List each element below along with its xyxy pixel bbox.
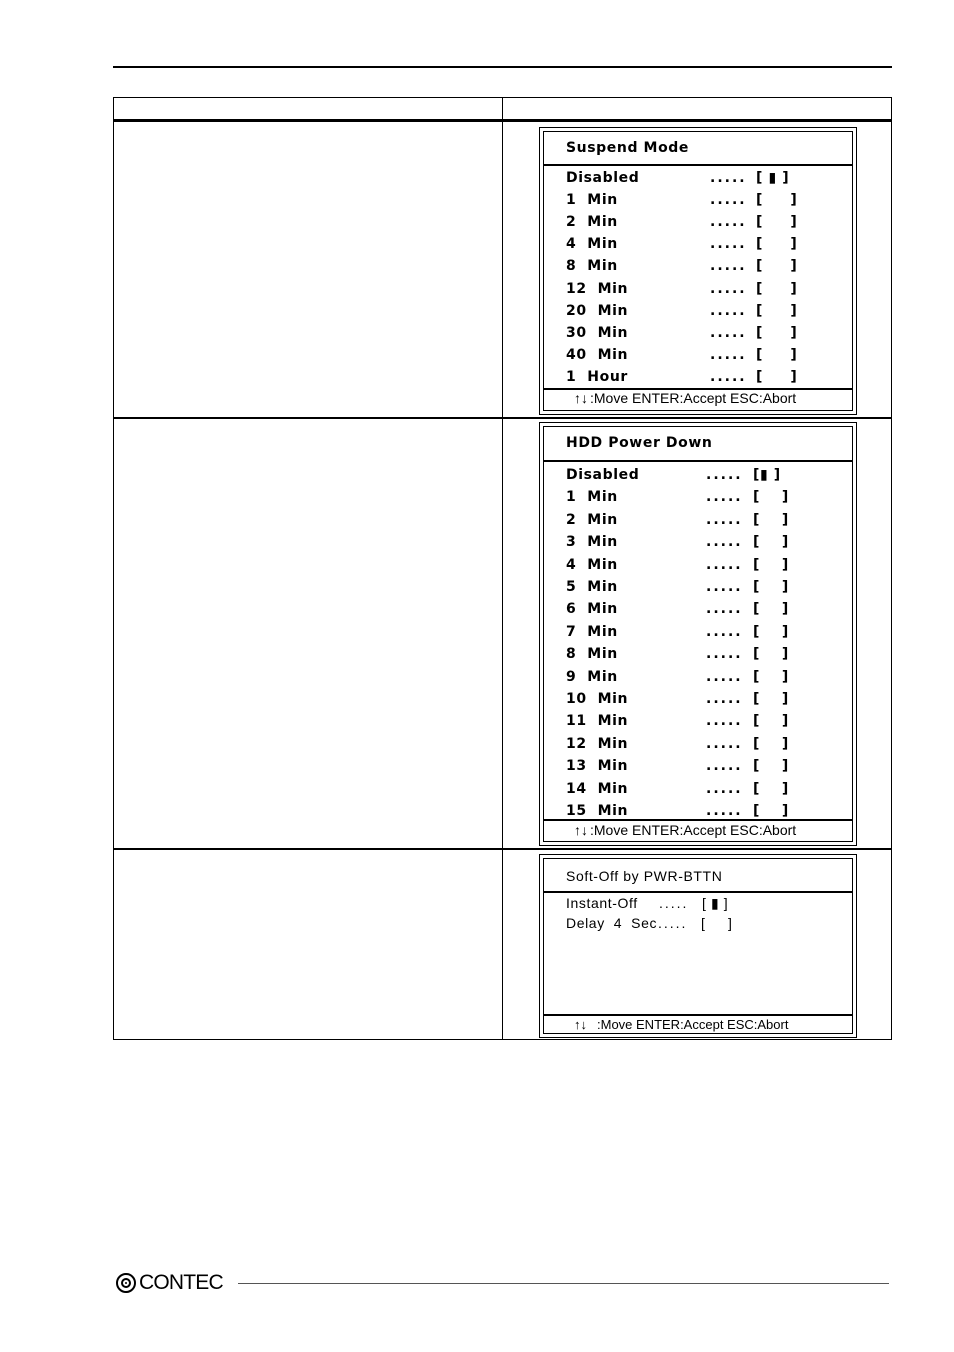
dialog-footer xyxy=(574,1017,788,1032)
option-checkbox[interactable]: [ ] xyxy=(756,280,798,297)
option-leader-dots: ..... xyxy=(706,691,743,707)
option-checkbox[interactable]: [ ] xyxy=(701,915,733,931)
option-row[interactable] xyxy=(566,192,848,210)
option-leader-dots: ..... xyxy=(706,601,743,618)
option-row[interactable] xyxy=(566,624,848,642)
option-leader-dots: ..... xyxy=(706,467,743,483)
option-leader-dots: ..... xyxy=(710,368,747,385)
option-label: 6 Min xyxy=(566,601,618,618)
option-row[interactable] xyxy=(566,534,848,552)
option-checkbox[interactable]: [ ] xyxy=(753,579,789,595)
table-header-rule xyxy=(114,119,891,122)
option-leader-dots: ..... xyxy=(710,302,747,319)
option-label: 13 Min xyxy=(566,758,629,775)
option-leader-dots: ..... xyxy=(706,489,743,506)
option-leader-dots: ..... xyxy=(706,713,743,730)
option-row[interactable] xyxy=(566,512,848,530)
option-label: 1 Min xyxy=(566,489,618,506)
option-row[interactable] xyxy=(566,325,848,343)
option-checkbox[interactable]: [ ] xyxy=(753,668,789,685)
up-down-arrows-icon: ↑↓ xyxy=(574,1017,587,1032)
dialog-title: Suspend Mode xyxy=(566,140,690,156)
contec-logo xyxy=(116,1271,223,1295)
footer-separator xyxy=(544,819,852,821)
option-leader-dots: ..... xyxy=(706,511,743,528)
option-leader-dots: ..... xyxy=(710,192,747,209)
option-leader-dots: ..... xyxy=(658,915,688,931)
option-leader-dots: ..... xyxy=(706,623,743,640)
option-checkbox[interactable]: [ ] xyxy=(753,780,789,797)
option-label: 10 Min xyxy=(566,691,629,707)
option-label: 1 Min xyxy=(566,192,618,209)
row-divider xyxy=(114,848,891,850)
option-checkbox[interactable]: [ ] xyxy=(753,534,789,551)
option-label: 15 Min xyxy=(566,803,629,819)
option-leader-dots: ..... xyxy=(710,324,747,341)
up-down-arrows-icon: ↑↓ xyxy=(574,390,588,406)
option-checkbox[interactable]: [ ] xyxy=(756,258,798,275)
option-checkbox[interactable]: [ ] xyxy=(753,713,789,730)
footer-hint: :Move ENTER:Accept ESC:Abort xyxy=(590,822,797,838)
option-leader-dots: ..... xyxy=(706,735,743,752)
option-row[interactable] xyxy=(566,236,848,254)
option-checkbox[interactable]: [ ] xyxy=(756,324,798,341)
option-leader-dots: ..... xyxy=(706,758,743,775)
option-label: 12 Min xyxy=(566,280,629,297)
option-row[interactable] xyxy=(566,557,848,575)
option-leader-dots: ..... xyxy=(710,170,747,186)
option-row[interactable] xyxy=(566,646,848,664)
row-divider xyxy=(114,417,891,419)
option-checkbox[interactable]: [ ] xyxy=(753,511,789,528)
option-row[interactable] xyxy=(566,758,848,776)
option-checkbox[interactable]: [ ] xyxy=(756,368,798,385)
option-checkbox[interactable]: [ ] xyxy=(756,214,798,231)
option-label: 30 Min xyxy=(566,324,629,341)
option-row[interactable] xyxy=(566,258,848,276)
option-row[interactable] xyxy=(566,347,848,365)
dialog-footer xyxy=(574,822,796,838)
option-row[interactable] xyxy=(566,281,848,299)
option-checkbox[interactable]: [ ] xyxy=(753,735,789,752)
option-checkbox[interactable]: [ ] xyxy=(753,556,789,573)
option-checkbox[interactable]: [▮ ] xyxy=(753,467,781,483)
dialog-title: Soft-Off by PWR-BTTN xyxy=(566,868,723,884)
option-row[interactable] xyxy=(566,170,848,188)
option-row[interactable] xyxy=(566,895,848,913)
option-leader-dots: ..... xyxy=(659,895,689,911)
option-checkbox[interactable]: [ ] xyxy=(756,192,798,209)
option-checkbox[interactable]: [ ] xyxy=(753,691,789,707)
option-leader-dots: ..... xyxy=(710,236,747,253)
option-label: 4 Min xyxy=(566,236,618,253)
option-checkbox[interactable]: [ ] xyxy=(753,623,789,640)
option-row[interactable] xyxy=(566,467,848,485)
option-label: 9 Min xyxy=(566,668,618,685)
option-checkbox[interactable]: [ ] xyxy=(753,601,789,618)
option-row[interactable] xyxy=(566,713,848,731)
title-separator xyxy=(544,164,852,166)
option-label: 2 Min xyxy=(566,511,618,528)
contec-spiral-icon xyxy=(116,1273,136,1293)
option-row[interactable] xyxy=(566,303,848,321)
dialog-footer xyxy=(574,390,796,406)
option-row[interactable] xyxy=(566,601,848,619)
up-down-arrows-icon: ↑↓ xyxy=(574,822,588,838)
option-leader-dots: ..... xyxy=(710,346,747,363)
option-row[interactable] xyxy=(566,669,848,687)
option-label: 12 Min xyxy=(566,735,629,752)
option-leader-dots: ..... xyxy=(706,556,743,573)
option-row[interactable] xyxy=(566,736,848,754)
option-leader-dots: ..... xyxy=(710,258,747,275)
option-checkbox[interactable]: [ ▮ ] xyxy=(702,895,729,911)
footer-rule xyxy=(238,1283,889,1284)
option-leader-dots: ..... xyxy=(710,214,747,231)
option-label: 2 Min xyxy=(566,214,618,231)
option-row[interactable] xyxy=(566,369,848,387)
option-label: 5 Min xyxy=(566,579,618,595)
option-row[interactable] xyxy=(566,489,848,507)
option-label: 7 Min xyxy=(566,623,618,640)
option-leader-dots: ..... xyxy=(706,579,743,595)
settings-table xyxy=(113,97,892,1040)
footer-separator xyxy=(544,1014,852,1016)
option-leader-dots: ..... xyxy=(706,668,743,685)
option-label: 1 Hour xyxy=(566,368,628,385)
soft-off-dialog xyxy=(539,854,857,1038)
option-checkbox[interactable]: [ ] xyxy=(753,646,789,663)
header-rule xyxy=(113,66,892,68)
option-row[interactable] xyxy=(566,579,848,597)
option-leader-dots: ..... xyxy=(706,534,743,551)
option-label: 4 Min xyxy=(566,556,618,573)
hdd-power-down-dialog xyxy=(539,422,857,846)
footer-hint: :Move ENTER:Accept ESC:Abort xyxy=(590,390,797,406)
option-label: 20 Min xyxy=(566,302,629,319)
logo-text: CONTEC xyxy=(139,1271,223,1294)
option-checkbox[interactable]: [ ] xyxy=(756,302,798,319)
option-checkbox[interactable]: [ ] xyxy=(756,236,798,253)
option-label: Delay 4 Sec xyxy=(566,915,658,931)
option-checkbox[interactable]: [ ] xyxy=(753,758,789,775)
option-leader-dots: ..... xyxy=(706,780,743,797)
option-label: 3 Min xyxy=(566,534,618,551)
option-label: Disabled xyxy=(566,170,640,186)
title-separator xyxy=(544,460,852,462)
option-leader-dots: ..... xyxy=(706,803,743,819)
option-row[interactable] xyxy=(566,691,848,709)
suspend-mode-dialog xyxy=(539,127,857,415)
option-label: Instant-Off xyxy=(566,895,638,911)
option-label: 11 Min xyxy=(566,713,629,730)
option-checkbox[interactable]: [ ] xyxy=(753,489,789,506)
option-row[interactable] xyxy=(566,781,848,799)
option-label: Disabled xyxy=(566,467,640,483)
column-divider xyxy=(502,98,503,1039)
option-leader-dots: ..... xyxy=(706,646,743,663)
option-label: 8 Min xyxy=(566,646,618,663)
option-label: 40 Min xyxy=(566,346,629,363)
option-label: 14 Min xyxy=(566,780,629,797)
option-checkbox[interactable]: [ ] xyxy=(756,346,798,363)
footer-hint: :Move ENTER:Accept ESC:Abort xyxy=(597,1017,789,1032)
dialog-title: HDD Power Down xyxy=(566,435,713,451)
option-checkbox[interactable]: [ ▮ ] xyxy=(756,170,790,186)
option-row[interactable] xyxy=(566,214,848,232)
option-label: 8 Min xyxy=(566,258,618,275)
option-row[interactable] xyxy=(566,915,848,933)
title-separator xyxy=(544,891,852,893)
option-checkbox[interactable]: [ ] xyxy=(753,803,789,819)
option-leader-dots: ..... xyxy=(710,280,747,297)
